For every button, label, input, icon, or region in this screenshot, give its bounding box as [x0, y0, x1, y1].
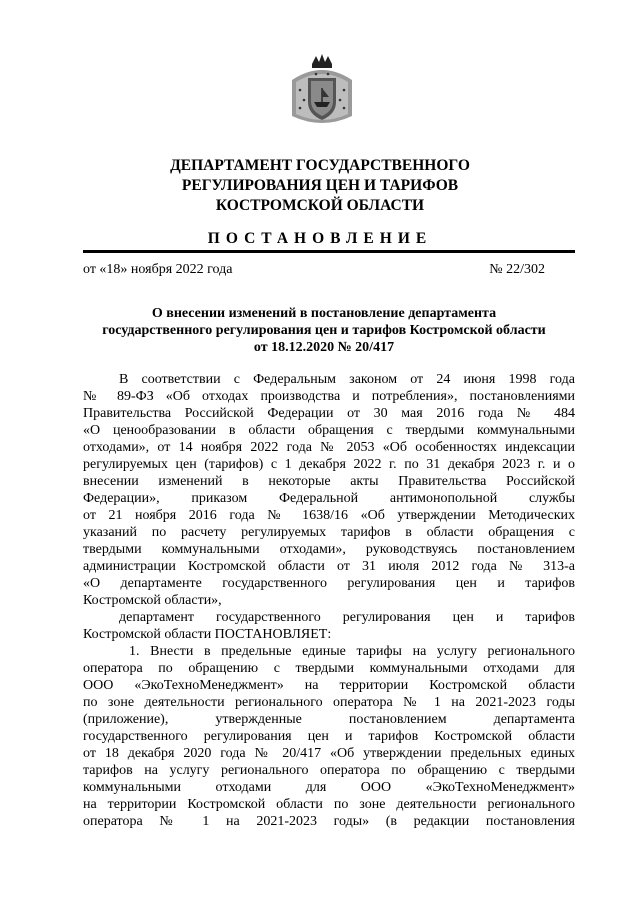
body-line: от 18 декабря 2020 года № 20/417 «Об утверждении предельных единых	[83, 746, 575, 761]
body-line: администрации Костромской области от 31 июля 2012 года № 313-а	[83, 559, 575, 574]
body-line: «О департаменте государственного регулирования цен и тарифов	[83, 576, 575, 591]
date-number-row	[83, 261, 545, 279]
body-line: по зоне деятельности регионального оператора № 1 на 2021-2023 годы	[83, 695, 575, 710]
department-name-line-2: РЕГУЛИРОВАНИЯ ЦЕН И ТАРИФОВ	[181, 177, 459, 194]
document-date: от «18» ноября 2022 года	[83, 262, 233, 277]
body-line: Федерации», приказом Федеральной антимонопольной службы	[83, 491, 575, 506]
body-line: оператора по обращению с твердыми коммунальными отходами для	[83, 661, 575, 676]
document-title-line-2: государственного регулирования цен и тарифов Костромской области	[102, 323, 546, 338]
body-line: ООО «ЭкоТехноМенеджмент» на территории Костромской области	[83, 678, 575, 693]
document-number: № 22/302	[489, 262, 545, 277]
header-divider	[83, 250, 575, 253]
body-line: департамент государственного регулирования цен и тарифов	[119, 610, 575, 625]
document-type-heading: ПОСТАНОВЛЕНИЕ	[207, 230, 433, 247]
body-line: твердыми коммунальными отходами», руководствуясь постановлением	[83, 542, 575, 557]
body-line: Костромской области»,	[83, 593, 222, 608]
body-line: (приложение), утвержденные постановлением департамента	[83, 712, 575, 727]
body-line: коммунальными отходами для ООО «ЭкоТехноМенеджмент»	[83, 780, 575, 795]
body-line: отходами», от 14 ноября 2022 года № 2053 «Об особенностях индексации	[83, 440, 575, 455]
document-title-line-1: О внесении изменений в постановление департамента	[151, 306, 497, 321]
body-line: тарифов на услугу регионального оператора по обращению с твердыми	[83, 763, 575, 778]
body-line: регулируемых цен (тарифов) с 1 декабря 2022 г. по 31 декабря 2023 г. и о	[83, 457, 575, 472]
department-name-line-1: ДЕПАРТАМЕНТ ГОСУДАРСТВЕННОГО	[170, 157, 470, 174]
coat-of-arms-icon	[286, 50, 358, 130]
body-line: внесении изменений в некоторые акты Правительства Российской	[83, 474, 575, 489]
body-line: В соответствии с Федеральным законом от 24 июня 1998 года	[119, 372, 575, 387]
body-line: на территории Костромской области по зоне деятельности регионального	[83, 797, 575, 812]
body-line: государственного регулирования цен и тарифов Костромской области	[83, 729, 575, 744]
body-line: № 89-ФЗ «Об отходах производства и потребления», постановлениями	[83, 389, 575, 404]
body-line: от 21 ноября 2016 года № 1638/16 «Об утверждении Методических	[83, 508, 575, 523]
body-line: Костромской области ПОСТАНОВЛЯЕТ:	[83, 627, 332, 642]
document-title-line-3: от 18.12.2020 № 20/417	[253, 340, 395, 355]
body-line: Правительства Российской Федерации от 30 мая 2016 года № 484	[83, 406, 575, 421]
body-line: «О ценообразовании в области обращения с твердыми коммунальными	[83, 423, 575, 438]
body-line: указаний по расчету регулируемых тарифов в области обращения с	[83, 525, 575, 540]
body-line: 1. Внести в предельные единые тарифы на услугу регионального	[129, 644, 575, 659]
department-name-line-3: КОСТРОМСКОЙ ОБЛАСТИ	[215, 197, 425, 214]
body-line: оператора № 1 на 2021-2023 годы» (в редакции постановления	[83, 814, 575, 829]
